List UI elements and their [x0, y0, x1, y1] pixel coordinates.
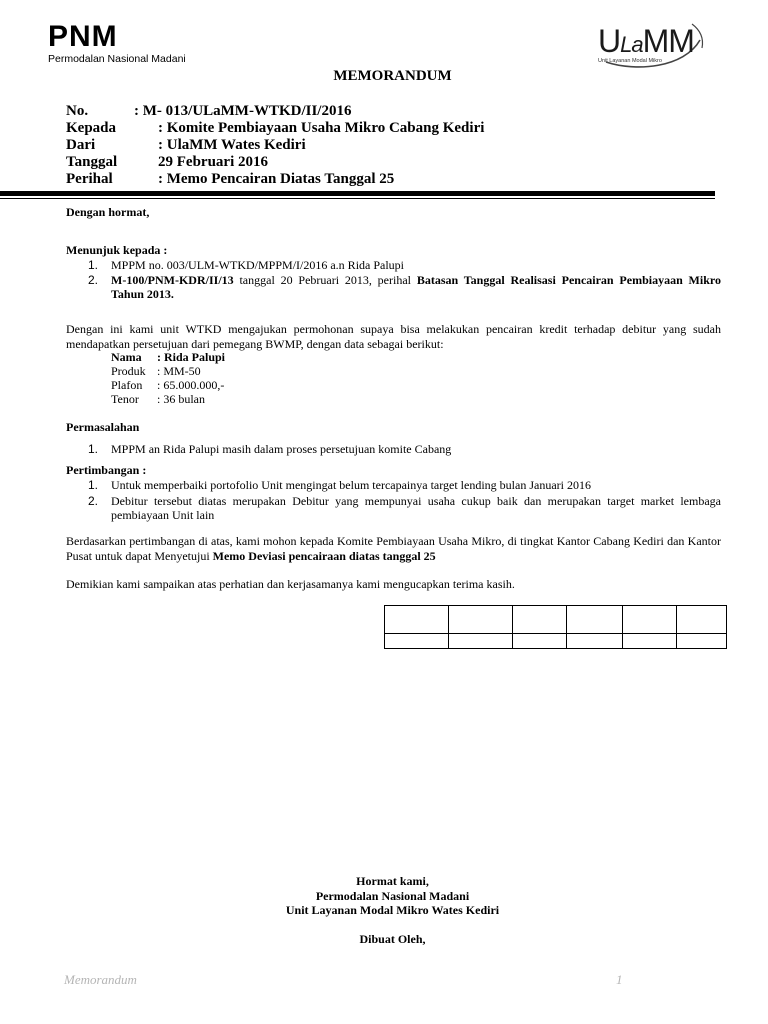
ulamm-logo-wordmark: [598, 24, 694, 62]
pertimbangan-item-1: Untuk memperbaiki portofolio Unit mengingat belum tercapainya target lending bulan Januari 2016: [111, 478, 591, 492]
footer-label: Memorandum: [64, 972, 137, 987]
detail-tenor-value: : 36 bulan: [157, 392, 205, 406]
signature-cell: [449, 606, 513, 634]
signature-cell: [513, 634, 567, 649]
menunjuk-item-2-subject: Batasan Tanggal Realisasi Pencairan Pembiayaan Mikro Tahun 2013.: [111, 273, 721, 301]
menunjuk-item-1: MPPM no. 003/ULM-WTKD/MPPM/I/2016 a.n Rida Palupi: [111, 258, 405, 272]
menunjuk-item-2-ref: M-100/PNM-KDR/II/13: [111, 273, 234, 287]
header-dari-value: : UlaMM Wates Kediri: [158, 137, 306, 153]
header-no-value: : M- 013/ULaMM-WTKD/II/2016: [134, 103, 352, 119]
menunjuk-item-1-number: 1.: [88, 258, 99, 272]
menunjuk-item-2-number: 2.: [88, 273, 99, 287]
greeting: Dengan hormat,: [66, 205, 150, 219]
signoff-line-1: Hormat kami,: [356, 874, 429, 888]
intro-paragraph: Dengan ini kami unit WTKD mengajukan permohonan supaya bisa melakukan pencairan kredit terhadap debitur yang sudah mendapatkan persetujuan dari pemegang BWMP, dengan data sebagai berikut:: [66, 322, 721, 351]
signoff-line-4: Dibuat Oleh,: [359, 932, 426, 946]
menunjuk-item-2-mid: tanggal 20 Pebruari 2013, perihal: [233, 273, 417, 287]
pnm-logo: [48, 22, 186, 65]
conclusion-text: Berdasarkan pertimbangan di atas, kami mohon kepada Komite Pembiayaan Usaha Mikro, di tingkat Kantor Cabang Kediri dan Kantor Pusat untuk dapat Menyetujui: [66, 534, 721, 563]
header-perihal-label: Perihal: [66, 171, 113, 187]
signature-cell: [677, 606, 727, 634]
menunjuk-heading: Menunjuk kepada :: [66, 243, 168, 257]
signature-cell: [385, 634, 449, 649]
detail-nama-label: Nama: [111, 350, 142, 364]
signature-cell: [677, 634, 727, 649]
conclusion-paragraph: [66, 534, 721, 564]
signature-cell: [385, 606, 449, 634]
pertimbangan-heading: Pertimbangan :: [66, 463, 147, 477]
pertimbangan-item-1-number: 1.: [88, 478, 99, 492]
signature-grid-row: [385, 634, 727, 649]
permasalahan-item-1-number: 1.: [88, 442, 99, 456]
signature-cell: [567, 634, 623, 649]
document-title: MEMORANDUM: [333, 68, 452, 84]
pertimbangan-item-2-number: 2.: [88, 494, 99, 508]
header-tanggal-value: 29 Februari 2016: [158, 154, 268, 170]
permasalahan-heading: Permasalahan: [66, 420, 140, 434]
ulamm-logo-tagline: Unit Layanan Modal Mikro: [598, 58, 662, 64]
menunjuk-item-2: [111, 273, 721, 301]
signature-cell: [567, 606, 623, 634]
header-divider-thick: [0, 191, 715, 196]
header-no-label: No.: [66, 103, 89, 119]
detail-produk-label: Produk: [111, 364, 146, 378]
signoff-line-3: Unit Layanan Modal Mikro Wates Kediri: [285, 903, 500, 917]
signature-cell: [449, 634, 513, 649]
signature-cell: [623, 634, 677, 649]
pertimbangan-item-2: Debitur tersebut diatas merupakan Debitur yang mempunyai usaha cukup baik dan merupakan target market lembaga pembiayaan Unit lain: [111, 494, 721, 522]
ulamm-logo-u: U: [598, 23, 621, 59]
conclusion-bold-text: Memo Deviasi pencairaan diatas tanggal 25: [212, 549, 436, 563]
pnm-logo-subtitle: Permodalan Nasional Madani: [48, 53, 186, 65]
signature-cell: [623, 606, 677, 634]
signature-cell: [513, 606, 567, 634]
pnm-logo-mark: PNM: [48, 20, 118, 53]
header-kepada-label: Kepada: [66, 120, 117, 136]
header-dari-label: Dari: [66, 137, 96, 153]
ulamm-logo-la: La: [620, 32, 643, 57]
signoff-line-2: Permodalan Nasional Madani: [315, 889, 470, 903]
signature-grid-row: [385, 606, 727, 634]
permasalahan-item-1: MPPM an Rida Palupi masih dalam proses persetujuan komite Cabang: [111, 442, 452, 456]
closing-paragraph: Demikian kami sampaikan atas perhatian dan kerjasamanya kami mengucapkan terima kasih.: [66, 577, 515, 591]
header-kepada-value: : Komite Pembiayaan Usaha Mikro Cabang Kediri: [158, 120, 485, 136]
detail-plafon-value: : 65.000.000,-: [157, 378, 225, 392]
header-divider-thin: [0, 198, 715, 199]
header-tanggal-label: Tanggal: [66, 154, 118, 170]
page-number: 1: [616, 972, 623, 987]
detail-produk-value: : MM-50: [157, 364, 201, 378]
detail-tenor-label: Tenor: [111, 392, 139, 406]
header-perihal-value: : Memo Pencairan Diatas Tanggal 25: [158, 171, 395, 187]
ulamm-logo-mm: MM: [642, 23, 694, 59]
signature-grid: [384, 605, 727, 649]
detail-plafon-label: Plafon: [111, 378, 143, 392]
detail-nama-value: : Rida Palupi: [157, 350, 226, 364]
ulamm-logo: [596, 18, 708, 70]
